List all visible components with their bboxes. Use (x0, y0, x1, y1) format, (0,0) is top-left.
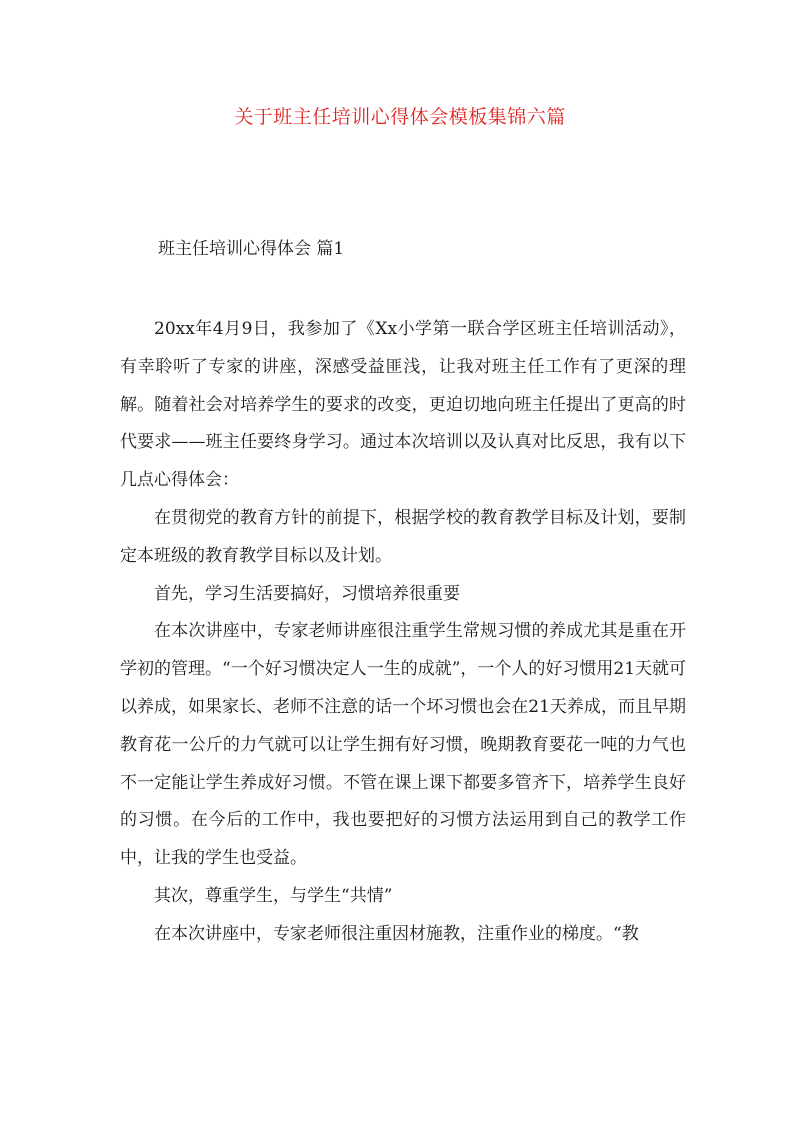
paragraph: 在贯彻党的教育方针的前提下，根据学校的教育教学目标及计划，要制定本班级的教育教学目标以及计划。 (120, 507, 686, 566)
document-title: 关于班主任培训心得体会模板集锦六篇 (234, 106, 566, 128)
paragraph: 20xx年4月9日，我参加了《Xx小学第一联合学区班主任培训活动》，有幸聆听了专家的讲座，深感受益匪浅，让我对班主任工作有了更深的理解。随着社会对培养学生的要求的改变，更迫切地向班主任提出了更高的时代要求——班主任要终身学习。通过本次培训以及认真对比反思，我有以下几点心得体会： (120, 319, 686, 491)
section-heading: 班主任培训心得体会 篇1 (158, 239, 345, 259)
paragraph-subheading: 首先，学习生活要搞好，习惯培养很重要 (154, 583, 460, 604)
paragraph-subheading: 其次，尊重学生，与学生“共情” (154, 885, 393, 906)
paragraph: 在本次讲座中，专家老师讲座很注重学生常规习惯的养成尤其是重在开学初的管理。“一个好习惯决定人一生的成就”，一个人的好习惯用21天就可以养成，如果家长、老师不注意的话一个坏习惯也会在21天养成，而且早期教育花一公斤的力气就可以让学生拥有好习惯，晚期教育要花一吨的力气也不一定能让学生养成好习惯。不管在课上课下都要多管齐下，培养学生良好的习惯。在今后的工作中，我也要把好的习惯方法运用到自己的教学工作中，让我的学生也受益。 (120, 621, 687, 869)
paragraph: 在本次讲座中，专家老师很注重因材施教，注重作业的梯度。“教 (154, 923, 639, 944)
document-body (120, 311, 686, 954)
